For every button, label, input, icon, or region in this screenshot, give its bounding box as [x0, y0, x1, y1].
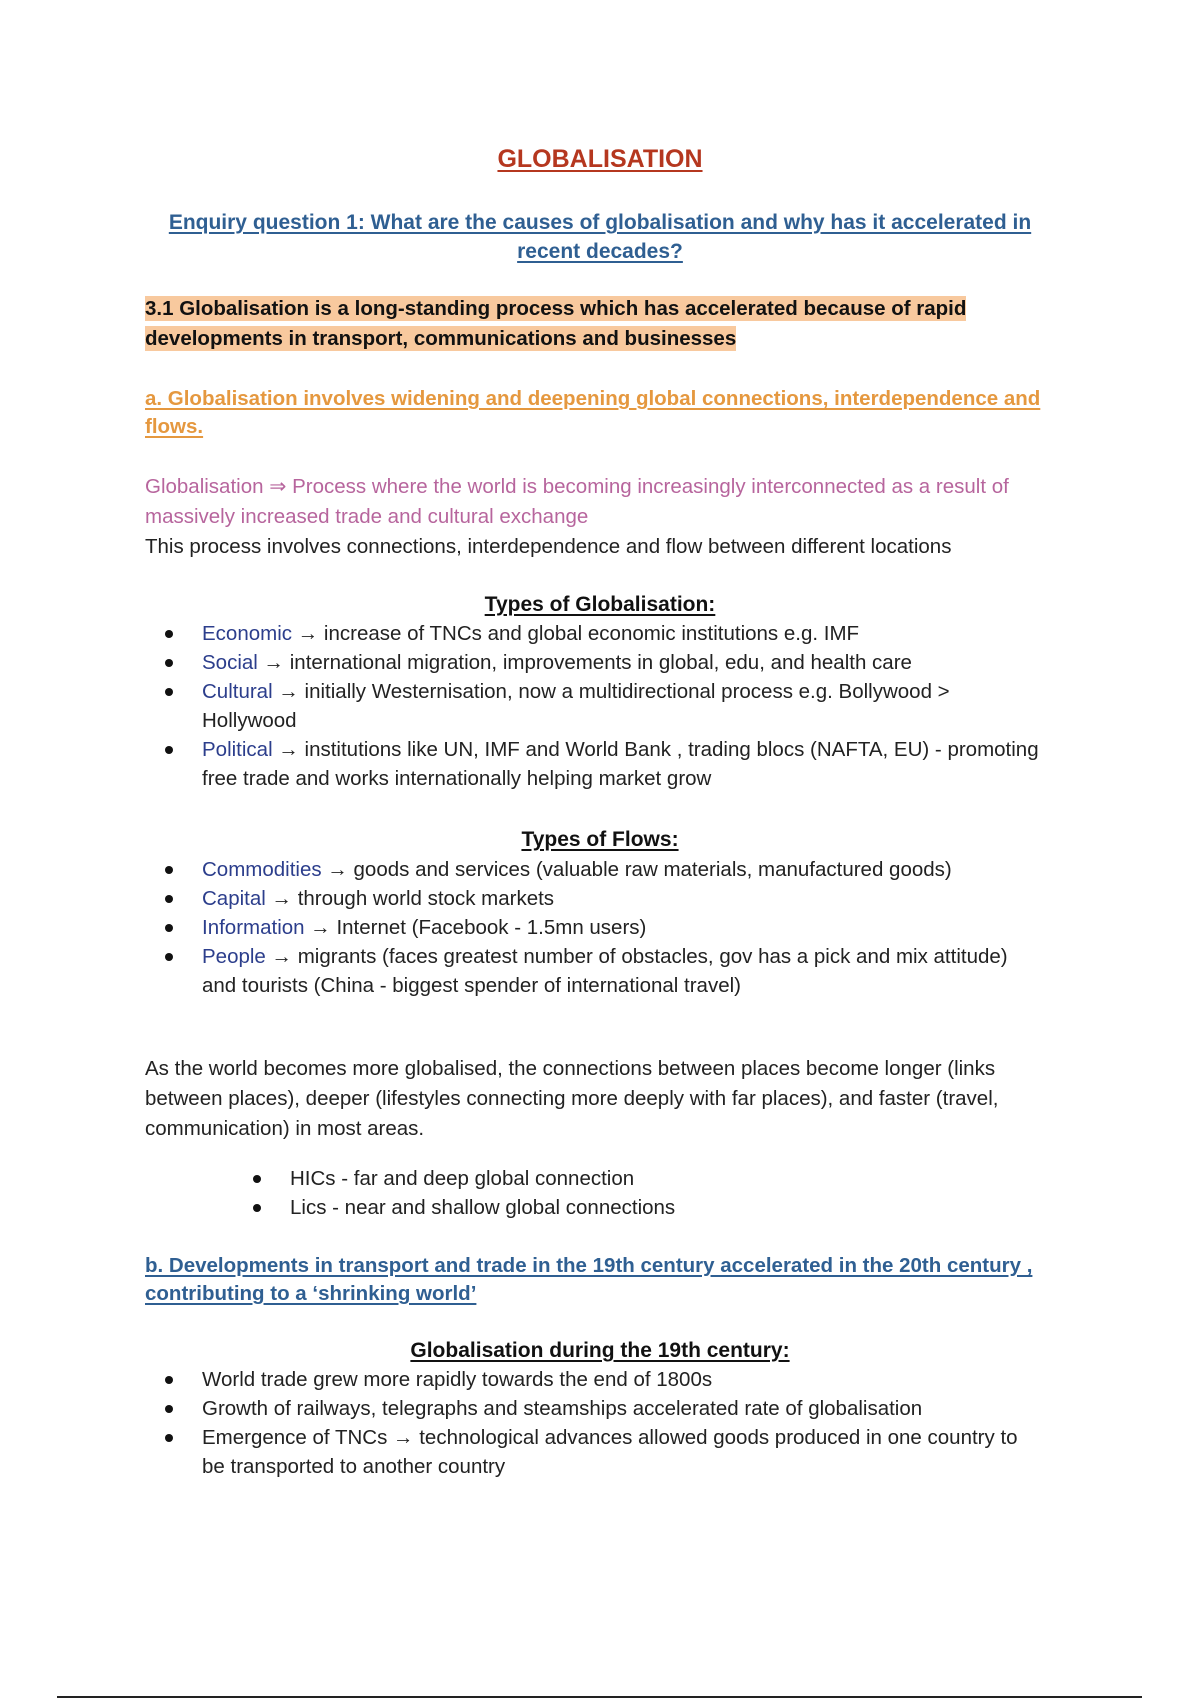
connections-list	[290, 1164, 1050, 1222]
bullet-icon	[165, 688, 173, 696]
list-item	[202, 884, 1042, 913]
list-item	[202, 1365, 1042, 1394]
list-item	[202, 619, 1042, 648]
list-item	[202, 677, 1042, 735]
bullet-icon	[253, 1175, 261, 1183]
term-label: Commodities	[202, 858, 322, 881]
bullet-icon	[165, 895, 173, 903]
term-label: Political	[202, 738, 273, 761]
list-item	[290, 1164, 1050, 1193]
term-label: Cultural	[202, 680, 273, 703]
list-item	[290, 1193, 1050, 1222]
subheading-b: b. Developments in transport and trade in the 19th century accelerated in the 20th century , contributing to a ‘shrinking world’	[145, 1254, 1033, 1305]
term-label: Capital	[202, 887, 266, 910]
item-text: → goods and services (valuable raw materials, manufactured goods)	[321, 858, 952, 881]
item-text: → increase of TNCs and global economic institutions e.g. IMF	[292, 622, 860, 645]
item-text: Emergence of TNCs → technological advances allowed goods produced in one country to be transported to another country	[202, 1426, 1018, 1478]
list-item	[202, 735, 1042, 793]
item-text: Lics - near and shallow global connections	[290, 1196, 676, 1219]
term-label: Information	[202, 916, 305, 939]
bullet-icon	[165, 1405, 173, 1413]
item-text: → institutions like UN, IMF and World Bank , trading blocs (NAFTA, EU) - promoting free trade and works internationally helping market grow	[202, 738, 1039, 790]
page-title: GLOBALISATION	[497, 145, 703, 173]
bullet-icon	[165, 746, 173, 754]
list-item	[202, 855, 1042, 884]
item-text: Growth of railways, telegraphs and steamships accelerated rate of globalisation	[202, 1397, 923, 1420]
enquiry-question: Enquiry question 1: What are the causes of globalisation and why has it accelerated in recent decades?	[168, 211, 1032, 263]
term-label: Economic	[202, 622, 293, 645]
bullet-icon	[165, 866, 173, 874]
page-bottom-rule	[57, 1696, 1142, 1698]
term-label: Social	[202, 651, 258, 674]
types-flows-list	[202, 855, 1042, 1000]
item-text: → migrants (faces greatest number of obstacles, gov has a pick and mix attitude) and tourists (China - biggest spender of international travel)	[202, 945, 1008, 997]
list-item	[202, 942, 1042, 1000]
bullet-icon	[253, 1204, 261, 1212]
bullet-icon	[165, 953, 173, 961]
subheading-a: a. Globalisation involves widening and deepening global connections, interdependence and flows.	[145, 387, 1041, 438]
bullet-icon	[165, 630, 173, 638]
types-globalisation-list	[202, 619, 1042, 793]
process-line: This process involves connections, interdependence and flow between different locations	[145, 535, 952, 558]
list-item	[202, 1394, 1042, 1423]
list-item	[202, 1423, 1042, 1481]
section-3-1-heading	[145, 294, 1045, 354]
list-item	[202, 913, 1042, 942]
item-text: → international migration, improvements in global, edu, and health care	[257, 651, 912, 674]
definition-text: Globalisation ⇒ Process where the world is becoming increasingly interconnected as a result of massively increased trade and cultural exchange	[145, 475, 1009, 528]
item-text: → initially Westernisation, now a multidirectional process e.g. Bollywood > Hollywood	[202, 680, 950, 732]
bullet-icon	[165, 1434, 173, 1442]
types-globalisation-heading: Types of Globalisation:	[484, 593, 716, 616]
bullet-icon	[165, 1376, 173, 1384]
item-text: HICs - far and deep global connection	[290, 1167, 635, 1190]
item-text: World trade grew more rapidly towards the end of 1800s	[202, 1368, 713, 1391]
term-label: People	[202, 945, 266, 968]
century19-list	[202, 1365, 1042, 1481]
section-3-1-text: 3.1 Globalisation is a long-standing process which has accelerated because of rapid developments in transport, communications and businesses	[145, 297, 967, 350]
item-text: → through world stock markets	[265, 887, 555, 910]
bullet-icon	[165, 924, 173, 932]
bullet-icon	[165, 659, 173, 667]
types-flows-heading: Types of Flows:	[521, 828, 679, 851]
century19-heading: Globalisation during the 19th century:	[410, 1339, 790, 1362]
list-item	[202, 648, 1042, 677]
item-text: → Internet (Facebook - 1.5mn users)	[304, 916, 647, 939]
connections-paragraph: As the world becomes more globalised, the connections between places become longer (links between places), deeper (lifestyles connecting more deeply with far places), and faster (travel, communication) in most areas.	[145, 1057, 999, 1140]
